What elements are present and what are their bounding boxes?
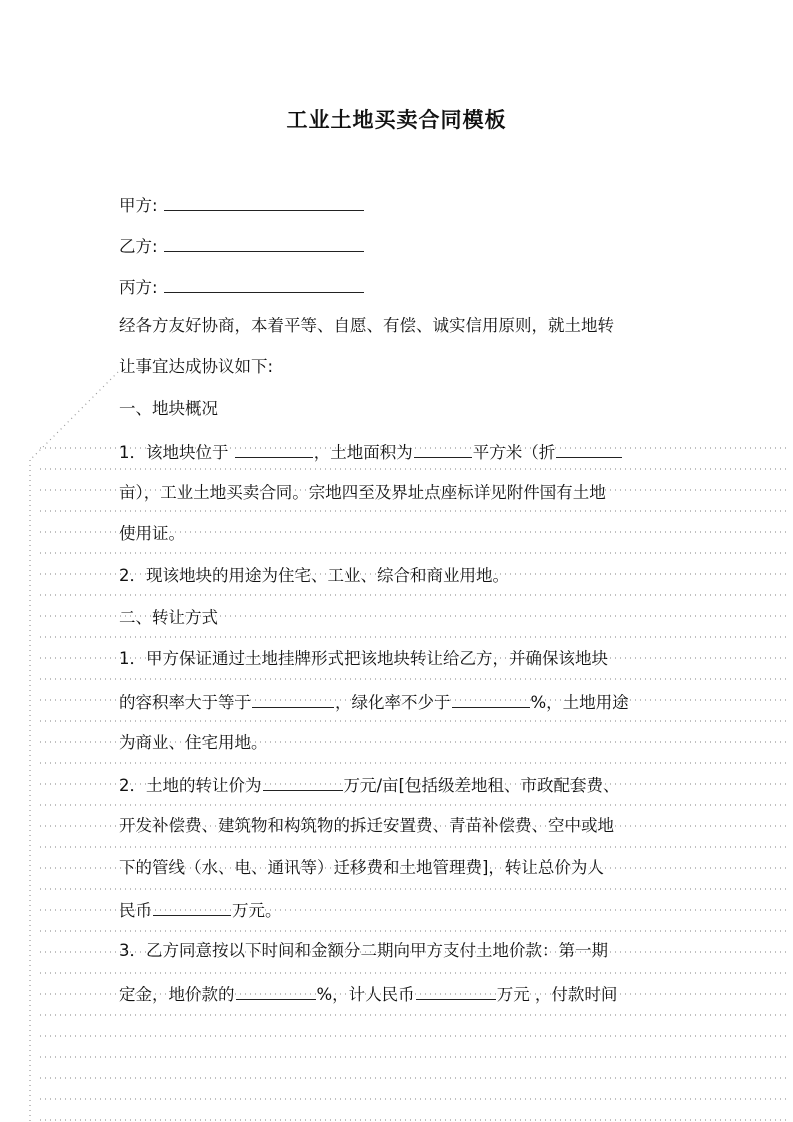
deposit-percent-blank [236, 981, 316, 1000]
item-2-2-line-1 [119, 772, 620, 798]
item-1-1-line-1 [119, 439, 623, 465]
item-1-1-text-b: ，土地面积为 [313, 443, 413, 462]
item-2-1-text-c: %，土地用途 [530, 693, 629, 712]
party-b-label: 乙方: [119, 237, 158, 256]
item-2-3-line-2 [119, 981, 617, 1007]
party-c-label: 丙方: [119, 278, 158, 297]
item-1-1-text-c: 平方米（折 [472, 443, 556, 462]
total-price-blank [153, 897, 231, 916]
item-2-1-line-3: 为商业、住宅用地。 [119, 733, 268, 752]
party-a-label: 甲方: [119, 196, 158, 215]
item-2-2-line-2: 开发补偿费、建筑物和构筑物的拆迁安置费、青苗补偿费、空中或地 [119, 816, 614, 835]
item-1-1-line-2: 亩），工业土地买卖合同。宗地四至及界址点座标详见附件国有土地 [119, 483, 606, 502]
item-1-1-text-a: 1．该地块位于 [119, 443, 229, 462]
item-2-2-text-e: 万元。 [232, 901, 282, 920]
party-b-line [119, 233, 365, 259]
plot-ratio-blank [252, 689, 334, 708]
section-2-heading: 二、转让方式 [119, 608, 218, 627]
item-1-2: 2．现该地块的用途为住宅、工业、综合和商业用地。 [119, 566, 509, 585]
party-c-blank [164, 274, 364, 293]
party-c-line [119, 274, 365, 300]
section-1-heading: 一、地块概况 [119, 399, 218, 418]
item-2-2-line-3: 下的管线（水、电、通讯等）迁移费和土地管理费]，转让总价为人 [119, 858, 604, 877]
item-2-1-line-1: 1．甲方保证通过土地挂牌形式把该地块转让给乙方，并确保该地块 [119, 649, 608, 668]
location-blank [235, 439, 313, 458]
item-2-2-text-b: 万元/亩[包括级差地租、市政配套费、 [343, 776, 620, 795]
item-1-1-line-3: 使用证。 [119, 524, 185, 543]
green-ratio-blank [452, 689, 530, 708]
item-2-3-text-c: 万元 ，付款时间 [496, 985, 618, 1004]
item-2-2-text-a: 2．土地的转让价为 [119, 776, 262, 795]
item-2-1-line-2 [119, 689, 629, 715]
party-a-line [119, 192, 365, 218]
item-2-3-text-b: %，计人民币 [316, 985, 415, 1004]
area-blank [414, 439, 472, 458]
mu-blank [556, 439, 622, 458]
intro-line-2: 让事宜达成协议如下: [119, 357, 274, 376]
deposit-amount-blank [416, 981, 496, 1000]
party-b-blank [164, 233, 364, 252]
item-2-2-line-4 [119, 897, 282, 923]
item-2-1-text-b: ，绿化率不少于 [335, 693, 451, 712]
intro-line-1: 经各方友好协商，本着平等、自愿、有偿、诚实信用原则，就土地转 [119, 316, 614, 335]
document-title: 工业土地买卖合同模板 [286, 108, 507, 132]
price-per-mu-blank [263, 772, 343, 791]
item-2-1-text-a: 的容积率大于等于 [119, 693, 251, 712]
item-2-3-text-a: 定金，地价款的 [119, 985, 235, 1004]
item-2-2-text-d: 民币 [119, 901, 152, 920]
party-a-blank [164, 192, 364, 211]
item-2-3-line-1: 3．乙方同意按以下时间和金额分二期向甲方支付土地价款：第一期 [119, 941, 608, 960]
